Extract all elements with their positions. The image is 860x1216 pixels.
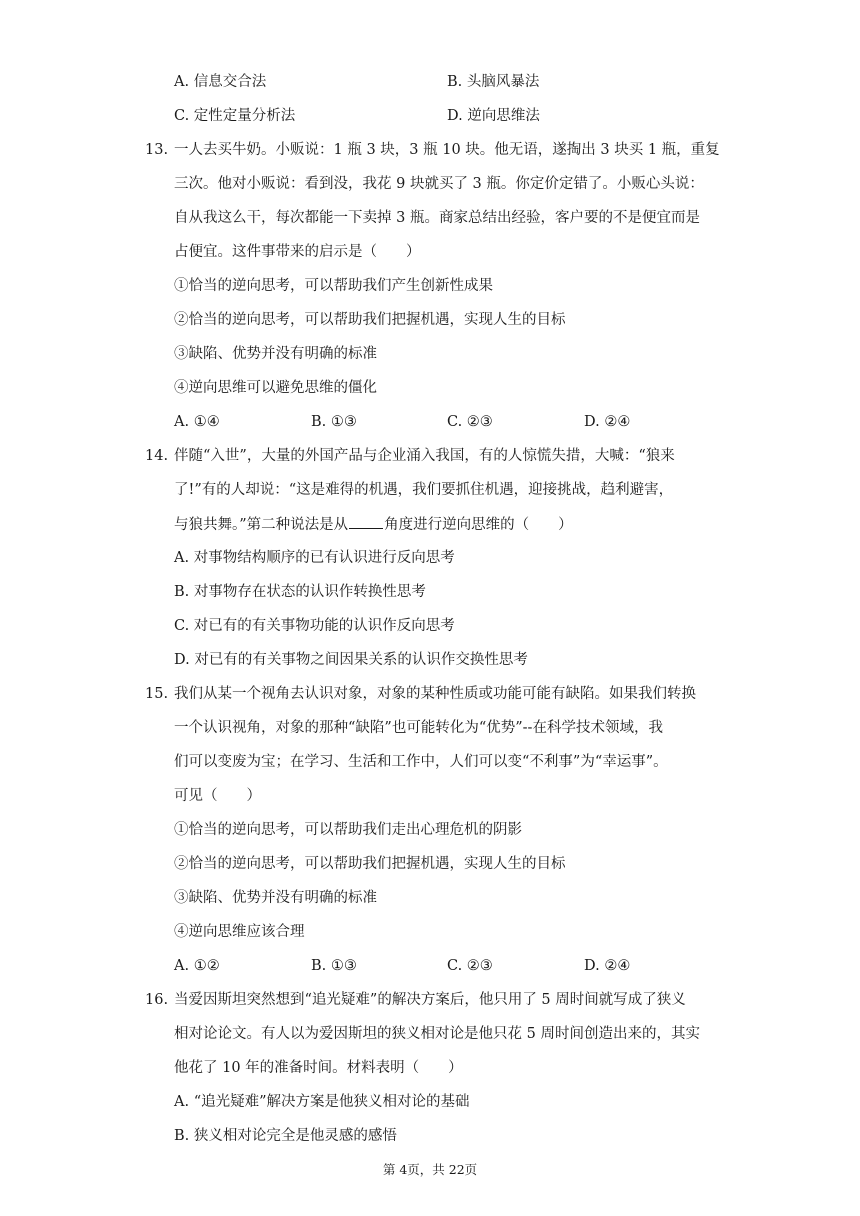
statement-item: ③缺陷、优势并没有明确的标准	[174, 890, 377, 906]
q12-option-a: A. 信息交合法	[174, 74, 267, 90]
question-stem-line	[174, 514, 573, 535]
stem-text: 角度进行逆向思维的（ ）	[384, 517, 573, 533]
statement-item: ①恰当的逆向思考，可以帮助我们走出心理危机的阴影	[174, 822, 522, 838]
question-stem-line: 伴随“入世”，大量的外国产品与企业涌入我国，有的人惊慌失措，大喊：“狼来	[174, 448, 675, 464]
q13-option-b: B. ①③	[311, 414, 357, 430]
stem-text: 与狼共舞。”第二种说法是从	[174, 517, 349, 533]
q13-option-d: D. ②④	[584, 414, 631, 430]
q12-option-b: B. 头脑风暴法	[447, 74, 540, 90]
statement-item: ④逆向思维可以避免思维的僵化	[174, 380, 377, 396]
question-number: 14.	[145, 448, 169, 464]
statement-item: ①恰当的逆向思考，可以帮助我们产生创新性成果	[174, 278, 493, 294]
question-number: 13.	[145, 142, 169, 158]
question-number: 16.	[145, 992, 169, 1008]
question-stem-line: 一个认识视角，对象的那种“缺陷”也可能转化为“优势”--在科学技术领域，我	[174, 720, 663, 736]
q14-option-c: C. 对已有的有关事物功能的认识作反向思考	[174, 618, 455, 634]
question-stem-line: 我们从某一个视角去认识对象，对象的某种性质或功能可能有缺陷。如果我们转换	[174, 686, 696, 702]
question-stem-line: 他花了 10 年的准备时间。材料表明（ ）	[174, 1060, 463, 1076]
question-stem-line: 自从我这么干，每次都能一下卖掉 3 瓶。商家总结出经验，客户要的不是便宜而是	[174, 210, 700, 226]
q13-option-c: C. ②③	[447, 414, 493, 430]
q16-option-b: B. 狭义相对论完全是他灵感的感悟	[174, 1128, 397, 1144]
q16-option-a: A. “追光疑难”解决方案是他狭义相对论的基础	[174, 1094, 470, 1110]
q12-option-d: D. 逆向思维法	[447, 108, 540, 124]
statement-item: ③缺陷、优势并没有明确的标准	[174, 346, 377, 362]
statement-item: ④逆向思维应该合理	[174, 924, 305, 940]
question-stem-line: 一人去买牛奶。小贩说：1 瓶 3 块，3 瓶 10 块。他无语，遂掏出 3 块买 1 瓶，重复	[174, 142, 720, 158]
statement-item: ②恰当的逆向思考，可以帮助我们把握机遇，实现人生的目标	[174, 856, 566, 872]
q14-option-a: A. 对事物结构顺序的已有认识进行反向思考	[174, 550, 455, 566]
q12-option-c: C. 定性定量分析法	[174, 108, 296, 124]
question-stem-line: 可见（ ）	[174, 788, 261, 804]
q13-option-a: A. ①④	[174, 414, 220, 430]
question-stem-line: 当爱因斯坦突然想到“追光疑难”的解决方案后，他只用了 5 周时间就写成了狭义	[174, 992, 686, 1008]
statement-item: ②恰当的逆向思考，可以帮助我们把握机遇，实现人生的目标	[174, 312, 566, 328]
question-stem-line: 们可以变废为宝；在学习、生活和工作中，人们可以变“不利事”为“幸运事”。	[174, 754, 668, 770]
question-stem-line: 了!”有的人却说：“这是难得的机遇，我们要抓住机遇，迎接挑战，趋利避害，	[174, 482, 674, 498]
q15-option-a: A. ①②	[174, 958, 220, 974]
q15-option-c: C. ②③	[447, 958, 493, 974]
question-stem-line: 三次。他对小贩说：看到没，我花 9 块就买了 3 瓶。你定价定错了。小贩心头说：	[174, 176, 704, 192]
q14-option-b: B. 对事物存在状态的认识作转换性思考	[174, 584, 426, 600]
answer-blank	[349, 514, 383, 529]
question-stem-line: 占便宜。这件事带来的启示是（ ）	[174, 244, 421, 260]
question-stem-line: 相对论论文。有人以为爱因斯坦的狭义相对论是他只花 5 周时间创造出来的，其实	[174, 1026, 700, 1042]
q15-option-b: B. ①③	[311, 958, 357, 974]
q15-option-d: D. ②④	[584, 958, 631, 974]
question-number: 15.	[145, 686, 169, 702]
page-number-footer: 第 4页，共 22页	[382, 1162, 478, 1177]
q14-option-d: D. 对已有的有关事物之间因果关系的认识作交换性思考	[174, 652, 528, 668]
